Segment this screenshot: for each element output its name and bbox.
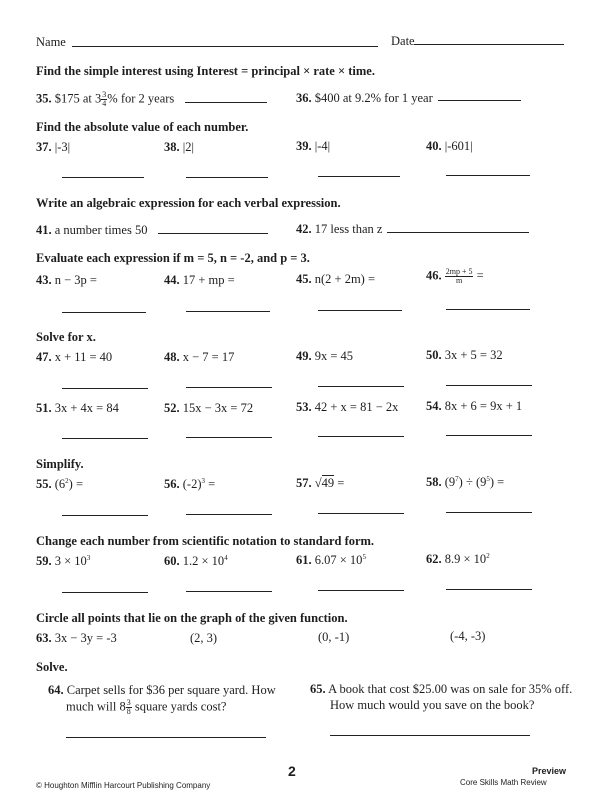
problem-41: 41. a number times 50 — [36, 223, 148, 237]
problem-56: 56. $(-2)^3$ = — [164, 477, 216, 492]
answer-line-56[interactable] — [186, 514, 272, 515]
problem-51: 51. 3x + 4x = 84 — [36, 401, 119, 415]
problem-60: 60. $1.2 \times 10^4$ — [164, 554, 228, 569]
problem-64-line-2: much will 8 $\frac{3}{8}$ square yards cost? — [66, 698, 227, 716]
heading-circle: Circle all points that lie on the graph of the given function. — [36, 611, 348, 625]
problem-58: 58. $(9^7) \div (9^5)$ = — [426, 475, 505, 490]
answer-line-36[interactable] — [438, 100, 521, 101]
answer-line-49[interactable] — [318, 386, 404, 387]
answer-line-46[interactable] — [446, 309, 530, 310]
heading-solve-x: Solve for x. — [36, 330, 96, 344]
problem-43: 43. n − 3p = — [36, 273, 97, 287]
answer-line-50[interactable] — [446, 385, 532, 386]
point-option[interactable]: (-4, -3) — [450, 629, 486, 643]
answer-line-60[interactable] — [186, 591, 272, 592]
problem-36: 36. $400 at 9.2% for 1 year — [296, 91, 433, 105]
problem-65-line-1: 65. A book that cost $25.00 was on sale for 35% off. — [310, 682, 573, 696]
answer-line-58[interactable] — [446, 512, 532, 513]
problem-59: 59. $3 \times 10^3$ — [36, 554, 91, 569]
square-root-icon: √ — [314, 476, 322, 490]
date-label: Date — [391, 34, 415, 48]
problem-45: 45. n(2 + 2m) = — [296, 272, 376, 286]
page-number: 2 — [288, 763, 296, 779]
name-label: Name — [36, 35, 66, 49]
problem-65-line-2: How much would you save on the book? — [330, 698, 535, 712]
problem-63: 63. 3x − 3y = -3 — [36, 631, 117, 645]
problem-48: 48. x − 7 = 17 — [164, 350, 235, 364]
answer-line-42[interactable] — [387, 232, 529, 233]
heading-interest: Find the simple interest using Interest = principal × rate × time. — [36, 64, 375, 78]
answer-line-35[interactable] — [185, 102, 267, 103]
problem-49: 49. 9x = 45 — [296, 349, 354, 363]
answer-line-55[interactable] — [62, 515, 148, 516]
heading-scientific: Change each number from scientific notation to standard form. — [36, 534, 375, 548]
answer-line-44[interactable] — [186, 311, 270, 312]
answer-line-40[interactable] — [446, 175, 530, 176]
answer-line-59[interactable] — [62, 592, 148, 593]
heading-evaluate: Evaluate each expression if m = 5, n = -2, and p = 3. — [36, 251, 310, 265]
answer-line-53[interactable] — [318, 436, 404, 437]
answer-line-61[interactable] — [318, 590, 404, 591]
copyright-text: © Houghton Mifflin Harcourt Publishing Company — [36, 781, 211, 790]
answer-line-37[interactable] — [62, 177, 144, 178]
problem-53: 53. 42 + x = 81 − 2x — [296, 400, 399, 414]
answer-line-65[interactable] — [330, 735, 530, 736]
heading-simplify: Simplify. — [36, 457, 84, 471]
problem-50: 50. 3x + 5 = 32 — [426, 348, 503, 362]
problem-54: 54. 8x + 6 = 9x + 1 — [426, 399, 523, 413]
answer-line-51[interactable] — [62, 438, 148, 439]
answer-line-45[interactable] — [318, 310, 402, 311]
answer-line-38[interactable] — [186, 177, 268, 178]
answer-line-43[interactable] — [62, 312, 146, 313]
problem-40: 40. |-601| — [426, 139, 473, 153]
answer-line-41[interactable] — [158, 233, 268, 234]
problem-64-line-1: 64. Carpet sells for $36 per square yard. How — [48, 683, 276, 697]
problem-52: 52. 15x − 3x = 72 — [164, 401, 254, 415]
problem-61: 61. $6.07 \times 10^5$ — [296, 553, 366, 568]
answer-line-39[interactable] — [318, 176, 400, 177]
answer-line-47[interactable] — [62, 388, 148, 389]
point-option[interactable]: (0, -1) — [318, 630, 350, 644]
problem-55: 55. $(6^2)$ = — [36, 477, 84, 492]
problem-44: 44. 17 + mp = — [164, 273, 235, 287]
problem-38: 38. |2| — [164, 140, 195, 154]
point-option[interactable]: (2, 3) — [190, 631, 218, 645]
problem-35: 35. $175 at 3 $\frac{3}{4}$ % for 2 years — [36, 90, 175, 108]
problem-37: 37. |-3| — [36, 140, 71, 154]
answer-line-62[interactable] — [446, 589, 532, 590]
problem-39: 39. |-4| — [296, 139, 331, 153]
problem-42: 42. 17 less than z — [296, 222, 383, 236]
heading-algebraic: Write an algebraic expression for each verbal expression. — [36, 196, 341, 210]
preview-label: Preview — [532, 766, 567, 776]
problem-47: 47. x + 11 = 40 — [36, 350, 113, 364]
date-line[interactable] — [414, 44, 564, 45]
answer-line-48[interactable] — [186, 387, 272, 388]
heading-solve: Solve. — [36, 660, 68, 674]
name-line[interactable] — [72, 46, 378, 47]
problem-46: 46. $\frac{2mp + 5}{m}$ = — [426, 267, 484, 285]
heading-absolute: Find the absolute value of each number. — [36, 120, 249, 134]
answer-line-57[interactable] — [318, 513, 404, 514]
answer-line-54[interactable] — [446, 435, 532, 436]
problem-57: 57. √49 = — [296, 476, 345, 490]
problem-62: 62. $8.9 \times 10^2$ — [426, 552, 490, 567]
series-title: Core Skills Math Review — [460, 778, 547, 787]
answer-line-64[interactable] — [66, 737, 266, 738]
answer-line-52[interactable] — [186, 437, 272, 438]
